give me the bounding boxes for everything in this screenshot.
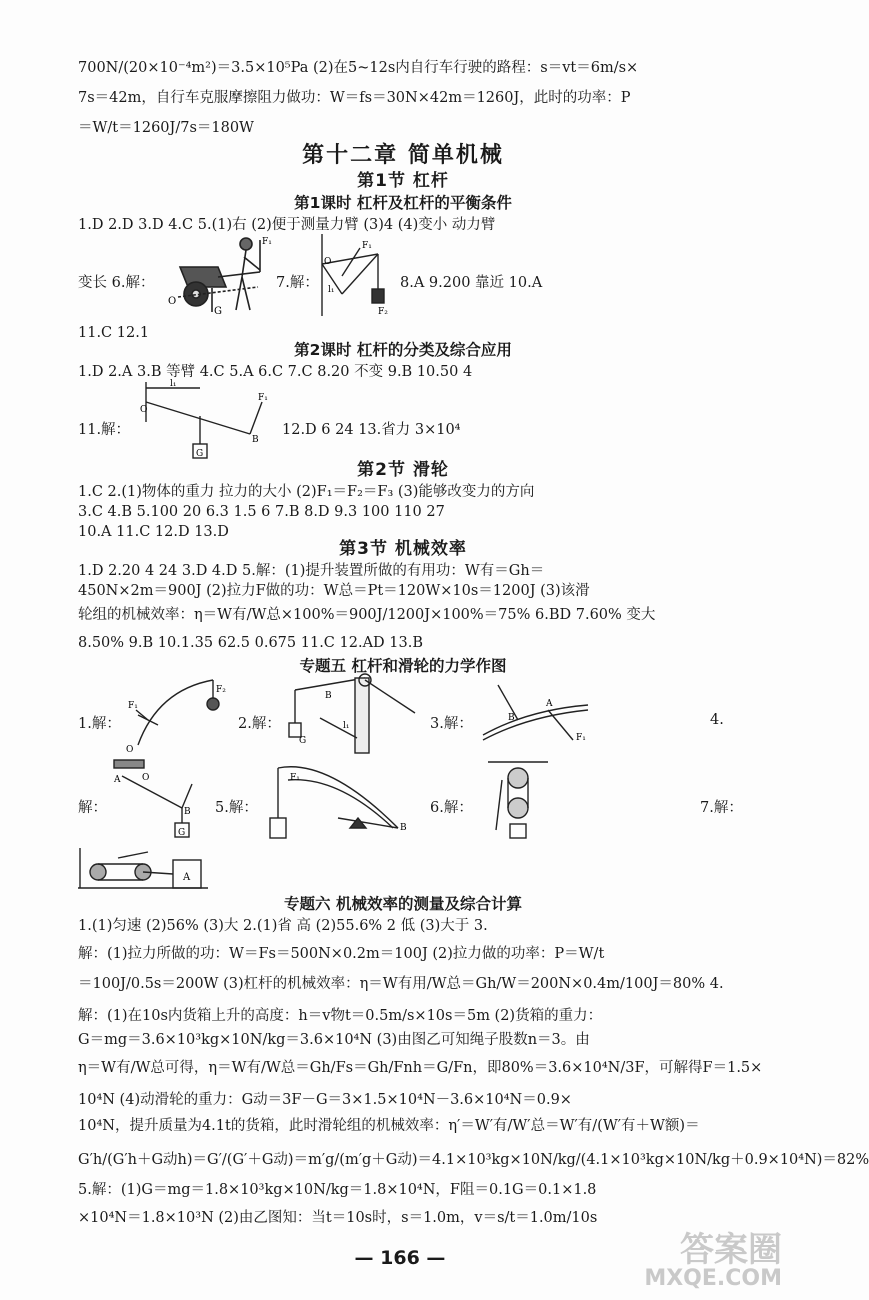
label-g: G — [214, 306, 222, 317]
text-fragment: 6.解： — [430, 800, 473, 816]
text-line: 700N/(20×10⁻⁴m²)＝3.5×10⁵Pa (2)在5~12s内自行车行驶的路程：s＝vt＝6m/s× — [78, 60, 639, 76]
label-f1: F₁ — [362, 241, 372, 251]
label-b: B — [508, 713, 515, 723]
label-b: B — [325, 691, 332, 701]
section-title: 第2节 滑轮 — [357, 460, 449, 480]
watermark-url: MXQE.COM — [644, 1266, 782, 1291]
text-line: 1.(1)匀速 (2)56% (3)大 2.(1)省 高 (2)55.6% 2 低 (3)大于 3. — [78, 918, 488, 934]
label-b: B — [400, 823, 407, 833]
text-line: 7s＝42m，自行车克服摩擦阻力做功：W＝fs＝30N×42m＝1260J，此时的功率：P — [78, 90, 631, 106]
text-line: η＝W有/W总可得，η＝W有/W总＝Gh/Fs＝Gh/Fnh＝G/Fn，即80%＝3.6×10⁴N/3F，可解得F＝1.5× — [78, 1060, 763, 1076]
label-a: A — [546, 699, 553, 709]
pulley-block-figure — [488, 760, 548, 842]
label-o: O — [324, 257, 332, 267]
label-b: B — [252, 435, 259, 445]
text-line: ×10⁴N＝1.8×10³N (2)由乙图知：当t＝10s时，s＝1.0m，v＝s/t＝1.0m/10s — [78, 1210, 598, 1226]
section-title: 第3节 机械效率 — [339, 539, 467, 559]
text-line: 3.C 4.B 5.100 20 6.3 1.5 6 7.B 8.D 9.3 100 110 27 — [78, 504, 445, 520]
label-f2: F₂ — [378, 307, 388, 317]
text-line: 10⁴N，提升质量为4.1t的货箱，此时滑轮组的机械效率：η′＝W′有/W′总＝W′有/(W′有＋W额)＝ — [78, 1118, 700, 1134]
text-fragment: 2.解： — [238, 716, 281, 732]
label-g: G — [196, 449, 204, 459]
label-a: A — [183, 872, 191, 883]
label-l1: l₁ — [170, 379, 177, 389]
text-fragment: 变长 6.解： — [78, 275, 155, 291]
text-line: 解：(1)在10s内货箱上升的高度：h＝v物t＝0.5m/s×10s＝5m (2)货箱的重力： — [78, 1008, 603, 1024]
text-line: 11.C 12.1 — [78, 325, 150, 341]
text-fragment: 12.D 6 24 13.省力 3×10⁴ — [282, 422, 461, 438]
text-fragment: 4. — [710, 712, 724, 728]
text-line: 10⁴N (4)动滑轮的重力：G动＝3F－G＝3×1.5×10⁴N－3.6×10⁴N＝0.9× — [78, 1092, 572, 1108]
label-b: B — [184, 807, 191, 817]
text-line: ＝100J/0.5s＝200W (3)杠杆的机械效率：η＝W有用/W总＝Gh/W＝200N×0.4m/100J＝80% 4. — [78, 976, 724, 992]
label-f1: F₁ — [576, 733, 586, 743]
label-f1: F₁ — [290, 773, 300, 783]
text-line: 10.A 11.C 12.D 13.D — [78, 524, 229, 540]
label-f1: F₁ — [262, 237, 272, 247]
label-a: A — [114, 775, 121, 785]
text-line: 解：(1)拉力所做的功：W＝Fs＝500N×0.2m＝100J (2)拉力做的功率：P＝W/t — [78, 946, 605, 962]
chapter-title: 第十二章 简单机械 — [302, 143, 504, 168]
text-fragment: 11.解： — [78, 422, 131, 438]
text-fragment: 7.解： — [700, 800, 743, 816]
inclined-lever-figure — [140, 379, 270, 462]
text-fragment: 5.解： — [215, 800, 258, 816]
text-fragment: 7.解： — [276, 275, 319, 291]
section-title: 第1节 杠杆 — [357, 171, 449, 191]
tilted-lever-figure — [112, 758, 202, 843]
topic-title: 专题六 机械效率的测量及综合计算 — [284, 895, 522, 913]
text-line: G＝mg＝3.6×10³kg×10N/kg＝3.6×10⁴N (3)由图乙可知绳子股数n＝3。由 — [78, 1032, 590, 1048]
label-o: O — [140, 405, 148, 415]
text-fragment: 3.解： — [430, 716, 473, 732]
label-l1: l₁ — [343, 721, 350, 731]
lesson-title: 第1课时 杠杆及杠杆的平衡条件 — [294, 194, 512, 212]
lesson-title: 第2课时 杠杆的分类及综合应用 — [294, 341, 512, 359]
label-g: G — [299, 736, 307, 746]
scale-lever-figure — [268, 758, 408, 848]
label-o: O — [126, 745, 134, 755]
text-line: 1.D 2.20 4 24 3.D 4.D 5.解：(1)提升装置所做的有用功：W有＝Gh＝ — [78, 563, 545, 579]
crane-figure — [285, 668, 425, 758]
text-line: 1.C 2.(1)物体的重力 拉力的大小 (2)F₁＝F₂＝F₃ (3)能够改变力的方向 — [78, 484, 535, 500]
text-line: 轮组的机械效率：η＝W有/W总×100%＝900J/1200J×100%＝75% 6.BD 7.60% 变大 — [78, 607, 656, 623]
wheelbarrow-figure — [168, 232, 272, 317]
watermark-logo: 答案圈 — [680, 1230, 782, 1270]
label-l1: l₁ — [328, 285, 335, 295]
curved-lever-figure — [118, 670, 228, 755]
text-fragment: 8.A 9.200 靠近 10.A — [400, 275, 543, 291]
label-g: G — [178, 828, 186, 838]
label-o: O — [142, 773, 150, 783]
text-fragment: 1.解： — [78, 716, 121, 732]
label-f1: F₁ — [128, 701, 138, 711]
wall-lever-figure — [318, 234, 388, 316]
text-line: ＝W/t＝1260J/7s＝180W — [78, 120, 254, 136]
topic-title: 专题五 杠杆和滑轮的力学作图 — [299, 657, 507, 675]
page-number: — 166 — — [354, 1247, 446, 1269]
label-f1: F₁ — [258, 393, 268, 403]
text-fragment: 解： — [78, 800, 107, 816]
label-o: O — [168, 296, 177, 307]
text-line: 1.D 2.D 3.D 4.C 5.(1)右 (2)便于测量力臂 (3)4 (4)变小 动力臂 — [78, 217, 496, 233]
horizontal-pulley-figure — [78, 848, 208, 893]
text-line: 450N×2m＝900J (2)拉力F做的功：W总＝Pt＝120W×10s＝1200J (3)该滑 — [78, 583, 590, 599]
label-f2: F₂ — [216, 685, 226, 695]
curved-bar-figure — [478, 680, 593, 750]
text-line: 5.解：(1)G＝mg＝1.8×10³kg×10N/kg＝1.8×10⁴N，F阻＝0.1G＝0.1×1.8 — [78, 1182, 597, 1198]
text-line: 8.50% 9.B 10.1.35 62.5 0.675 11.C 12.AD 13.B — [78, 635, 423, 651]
text-line: G′h/(G′h＋G动h)＝G′/(G′＋G动)＝m′g/(m′g＋G动)＝4.1×10³kg×10N/kg/(4.1×10³kg×10N/kg＋0.9×10⁴N)＝82% — [78, 1152, 869, 1168]
text-line: 1.D 2.A 3.B 等臂 4.C 5.A 6.C 7.C 8.20 不变 9.B 10.50 4 — [78, 364, 473, 380]
